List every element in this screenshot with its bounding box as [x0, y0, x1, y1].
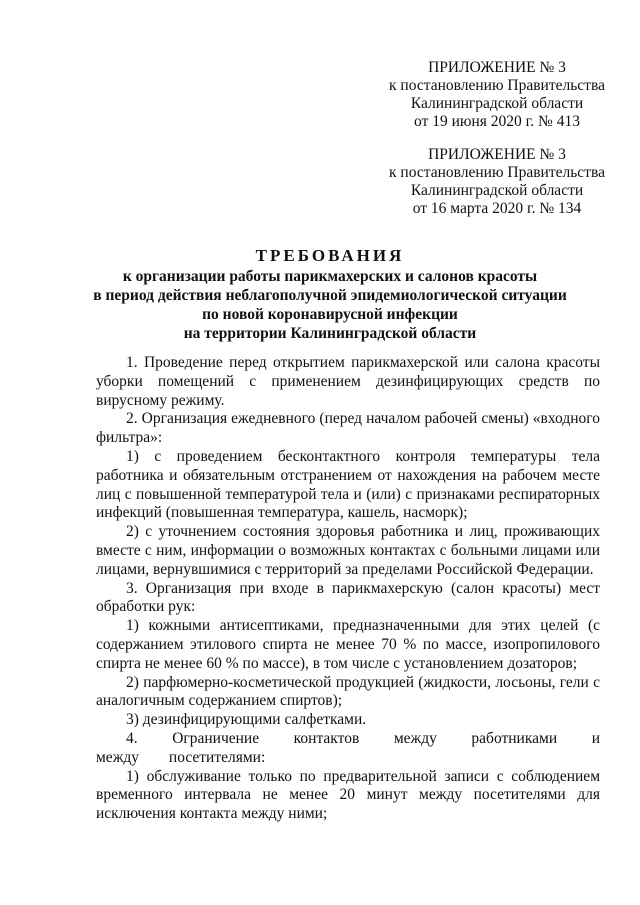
- title-sub-1: к организации работы парикмахерских и салонов красоты: [122, 268, 538, 285]
- paragraph-3-3: 3) дезинфицирующими салфетками.: [126, 711, 367, 729]
- appendix-current-line2: Калининградской области: [410, 95, 584, 112]
- paragraph-2: 2. Организация ежедневного (перед началом рабочей смены) «входного фильтра»:: [96, 410, 600, 447]
- document-body: [96, 354, 600, 824]
- paragraph-3: 3. Организация при входе в парикмахерскую (салон красоты) мест обработки рук:: [96, 579, 600, 616]
- title-sub-3: по новой коронавирусной инфекции: [202, 306, 458, 323]
- appendix-current: [382, 59, 612, 131]
- appendix-original-line1: к постановлению Правительства: [389, 164, 605, 181]
- appendix-original-line3: от 16 марта 2020 г. № 134: [412, 200, 582, 217]
- paragraph-3-2: 2) парфюмерно-косметической продукцией (жидкости, лосьоны, гели с аналогичным содержанием спиртов);: [96, 673, 600, 710]
- title-sub-4: на территории Калининградской области: [183, 325, 477, 342]
- title-main: ТРЕБОВАНИЯ: [255, 246, 405, 265]
- paragraph-4: 4. Ограничение контактов между работниками и между посетителями:: [96, 729, 600, 766]
- appendix-original-heading: ПРИЛОЖЕНИЕ № 3: [428, 146, 566, 163]
- title-sub-2: в период действия неблагополучной эпидемиологической ситуации: [93, 287, 567, 304]
- paragraph-2-1: 1) с проведением бесконтактного контроля температуры тела работника и обязательным отстранением от нахождения на рабочем месте лиц с повышенной температурой тела и (или) с признаками респираторных инфекций (повышенная температура, кашель, насморк);: [96, 447, 600, 522]
- appendix-current-line3: от 19 июня 2020 г. № 413: [414, 113, 580, 130]
- paragraph-2-2: 2) с уточнением состояния здоровья работника и лиц, проживающих вместе с ним, информации о возможных контактах с больными лицами или лицами, вернувшимися с территорий за пределами Российской Федерации.: [96, 523, 600, 578]
- document-title: [60, 245, 600, 343]
- paragraph-4-1: 1) обслуживание только по предварительной записи с соблюдением временного интервала не менее 20 минут между посетителями для исключения контакта между ними;: [96, 767, 600, 823]
- appendix-original: [382, 146, 612, 218]
- appendix-original-line2: Калининградской области: [410, 182, 584, 199]
- appendix-current-heading: ПРИЛОЖЕНИЕ № 3: [428, 59, 566, 76]
- appendix-current-line1: к постановлению Правительства: [389, 77, 605, 94]
- paragraph-3-1: 1) кожными антисептиками, предназначенными для этих целей (с содержанием этилового спирта не менее 70 % по массе, изопропилового спирта не менее 60 % по массе), в том числе с установлением дозаторов;: [96, 617, 600, 672]
- paragraph-1: 1. Проведение перед открытием парикмахерской или салона красоты уборки помещений с применением дезинфицирующих средств по вирусному режиму.: [96, 354, 600, 409]
